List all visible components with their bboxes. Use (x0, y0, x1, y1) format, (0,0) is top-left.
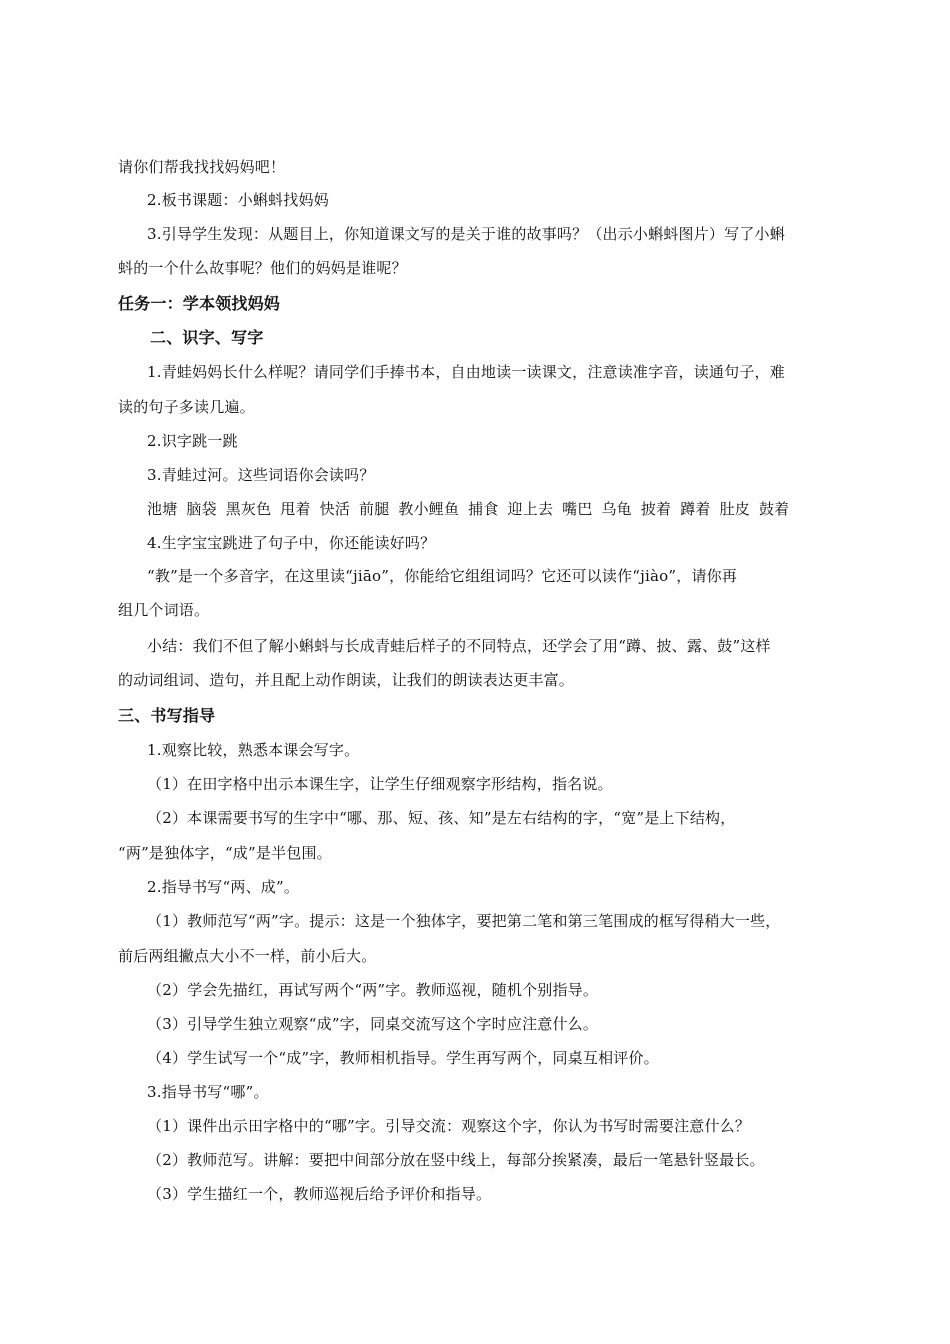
vocabulary-list: 池塘 脑袋 黑灰色 甩着 快活 前腿 教小鲤鱼 捕食 迎上去 嘴巴 乌龟 披着 蹲着 肚皮 鼓着 (147, 500, 790, 518)
paragraph-line: （1）课件出示田字格中的“哪”字。引导交流：观察这个字，你认为书写时需要注意什么？ (147, 1117, 751, 1135)
paragraph-line: （3）学生描红一个，教师巡视后给予评价和指导。 (147, 1185, 492, 1203)
paragraph-line: （3）引导学生独立观察“成”字，同桌交流写这个字时应注意什么。 (147, 1015, 599, 1033)
paragraph-line: 读的句子多读几遍。 (118, 398, 255, 416)
paragraph-line: 请你们帮我找找妈妈吧！ (118, 158, 286, 176)
paragraph-line: 2.指导书写“两、成”。 (147, 878, 300, 896)
paragraph-line: 2.识字跳一跳 (147, 432, 238, 450)
paragraph-line: “两”是独体字，“成”是半包围。 (118, 844, 332, 862)
paragraph-line: 4.生字宝宝跳进了句子中，你还能读好吗？ (147, 534, 436, 552)
paragraph-line: （2）教师范写。讲解：要把中间部分放在竖中线上，每部分挨紧凑，最后一笔悬针竖最长。 (147, 1151, 765, 1169)
paragraph-line: （1）教师范写“两”字。提示：这是一个独体字，要把第二笔和第三笔围成的框写得稍大一些， (147, 912, 781, 930)
paragraph-line: （1）在田字格中出示本课生字，让学生仔细观察字形结构，指名说。 (147, 775, 613, 793)
paragraph-line: “教”是一个多音字，在这里读“jiāo”，你能给它组组词吗？它还可以读作“jiào”，请你再 (147, 567, 738, 585)
paragraph-line: 的动词组词、造句，并且配上动作朗读，让我们的朗读表达更丰富。 (118, 671, 575, 689)
paragraph-line: 小结：我们不但了解小蝌蚪与长成青蛙后样子的不同特点，还学会了用“蹲、披、露、鼓”这样 (147, 637, 771, 655)
paragraph-line: 前后两组撇点大小不一样，前小后大。 (118, 947, 377, 965)
paragraph-line: 1.青蛙妈妈长什么样呢？请同学们手捧书本，自由地读一读课文，注意读准字音，读通句子，难 (147, 363, 785, 381)
paragraph-line: （4）学生试写一个“成”字，教师相机指导。学生再写两个，同桌互相评价。 (147, 1049, 659, 1067)
paragraph-line: 1.观察比较，熟悉本课会写字。 (147, 741, 360, 759)
paragraph-line: 蚪的一个什么故事呢？他们的妈妈是谁呢？ (118, 259, 407, 277)
paragraph-line: 3.青蛙过河。这些词语你会读吗？ (147, 466, 375, 484)
paragraph-line: 3.指导书写“哪”。 (147, 1083, 269, 1101)
paragraph-line: （2）本课需要书写的生字中“哪、那、短、孩、知”是左右结构的字，“宽”是上下结构， (147, 809, 736, 827)
paragraph-line: 组几个词语。 (118, 601, 210, 619)
paragraph-line: 3.引导学生发现：从题目上，你知道课文写的是关于谁的故事吗？（出示小蝌蚪图片）写了小蝌 (147, 225, 785, 243)
paragraph-line: 2.板书课题：小蝌蚪找妈妈 (147, 191, 329, 209)
section-heading: 任务一：学本领找妈妈 (118, 294, 281, 313)
paragraph-line: （2）学会先描红，再试写两个“两”字。教师巡视，随机个别指导。 (147, 981, 599, 999)
section-heading: 二、识字、写字 (150, 328, 264, 347)
section-heading: 三、书写指导 (118, 706, 216, 725)
